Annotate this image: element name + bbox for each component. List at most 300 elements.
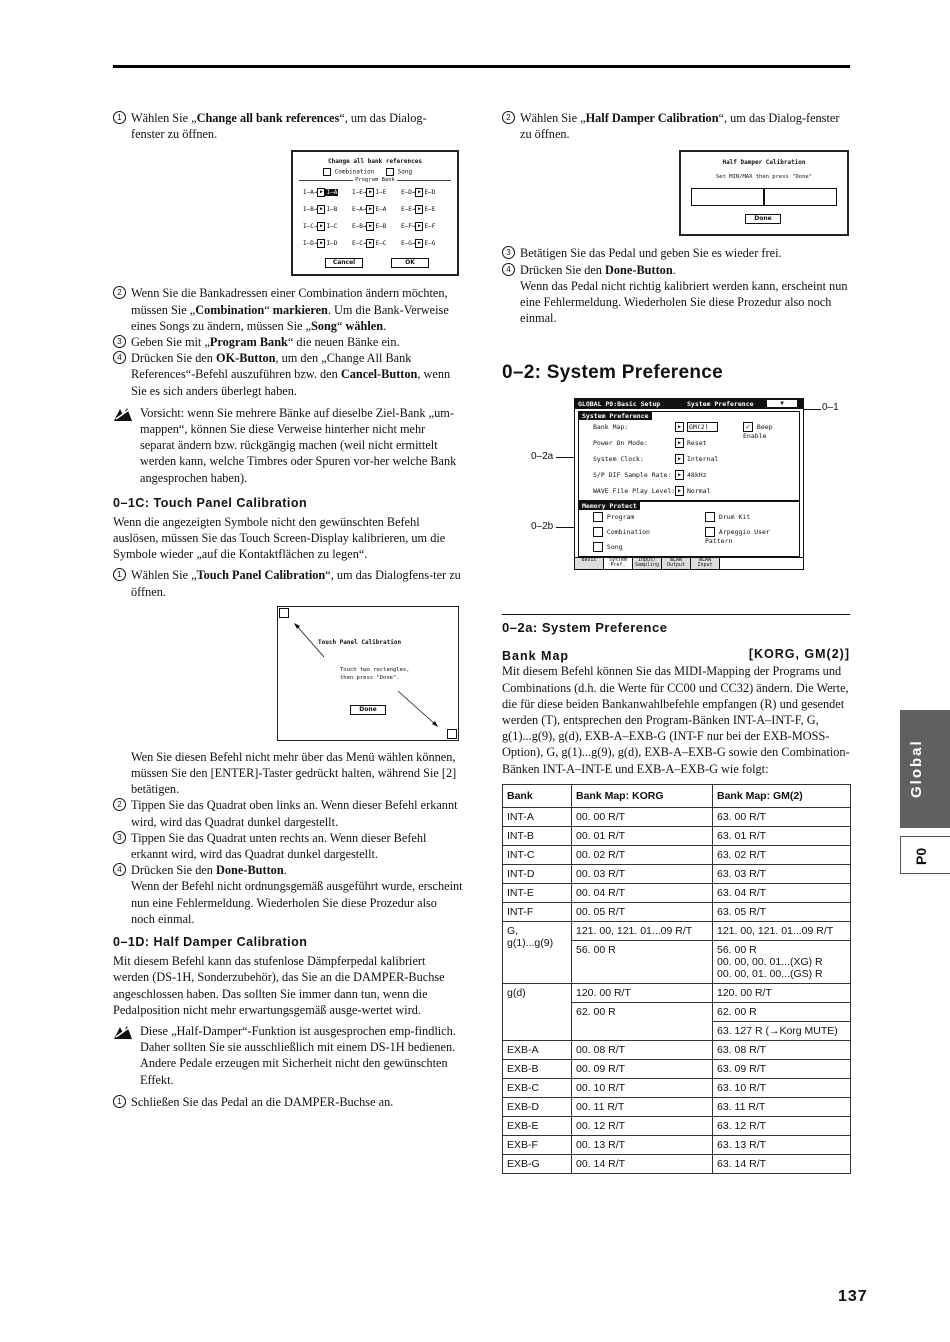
popup-button[interactable]: ▶ (415, 222, 423, 231)
table-cell: 62. 00 R (572, 1002, 713, 1040)
program-bank-group (299, 177, 451, 187)
cancel-button[interactable]: Cancel (325, 258, 363, 268)
section-tab-global (900, 710, 950, 828)
preference-row (593, 438, 707, 448)
diagonal-arrows-icon (278, 607, 458, 740)
tab-label: Global (908, 739, 925, 798)
table-cell: 121. 00, 121. 01...09 R/T (713, 921, 851, 940)
text: Wenn Sie die Bankadressen einer Combination ändern möchten, müssen Sie „ (131, 286, 448, 317)
step-touch-1 (113, 567, 463, 599)
step-touch-3 (113, 830, 463, 862)
step-touch-4 (113, 862, 463, 927)
source-bank: E–E (401, 206, 412, 214)
popup-button[interactable]: ▶ (675, 438, 684, 448)
table-row (503, 864, 851, 883)
table-cell: 63. 10 R/T (713, 1078, 851, 1097)
bank-mapping (401, 188, 450, 197)
bold-text: OK-Button (216, 351, 276, 366)
checkbox (593, 512, 603, 522)
bold-text: Combination (195, 302, 265, 317)
dialog-title: Touch Panel Calibration (318, 638, 402, 646)
step-number-1: 1 (113, 111, 126, 124)
touch-intro: Wenn die angezeigten Symbole nicht den gewünschten Befehl auslösen, müssen Sie das Touch Screen-Display kalibrieren, um die Symbole wieder „auf die Kontaktflächen zu legen“. (113, 514, 446, 562)
max-field (763, 188, 837, 206)
table-row (503, 983, 851, 1002)
source-bank: E–F (401, 223, 412, 231)
step-touch-2 (113, 797, 463, 829)
mp-arpeggio[interactable] (705, 527, 799, 545)
ok-button[interactable]: OK (391, 258, 429, 268)
step-number-2: 2 (502, 111, 515, 124)
source-bank: E–B (352, 223, 363, 231)
target-bank[interactable]: E–E (424, 206, 436, 214)
label: Arpeggio User Pattern (705, 528, 770, 546)
header-left: GLOBAL P0:Basic Setup (578, 400, 661, 409)
preference-value[interactable]: Internal (687, 455, 719, 464)
popup-button[interactable]: ▶ (317, 222, 325, 231)
table-cell: EXB-C (503, 1078, 572, 1097)
text: “ (264, 302, 273, 317)
popup-button[interactable]: ▶ (415, 188, 423, 197)
table-cell: 63. 08 R/T (713, 1040, 851, 1059)
table-row (503, 902, 851, 921)
table-cell: EXB-F (503, 1135, 572, 1154)
dialog-line1: Touch two rectangles, (340, 666, 410, 673)
preference-label: S/P DIF Sample Rate: (593, 471, 672, 480)
table-cell: 63. 127 R (→Korg MUTE) (713, 1021, 851, 1040)
step-damper-2 (502, 110, 850, 142)
table-row (503, 845, 851, 864)
table-cell: INT-E (503, 883, 572, 902)
text: . (383, 318, 387, 333)
bank-mapping (401, 205, 450, 214)
text: , wenn Sie es sich anders überlegt haben. (131, 367, 451, 398)
table-cell: INT-A (503, 807, 572, 826)
arrow-icon: → (411, 223, 416, 231)
popup-button[interactable]: ▶ (366, 205, 374, 214)
bank-mapping (303, 239, 352, 248)
label: Program (606, 513, 635, 522)
table-cell: 63. 11 R/T (713, 1097, 851, 1116)
group-title: System Preference (579, 412, 652, 420)
source-bank: E–A (352, 206, 363, 214)
text: Drücken Sie den (131, 863, 217, 878)
cell-line: 00. 00, 01. 00...(GS) R (717, 967, 823, 980)
table-row (503, 1116, 851, 1135)
popup-button[interactable]: ▶ (366, 188, 374, 197)
preference-value[interactable]: 48kHz (687, 471, 707, 480)
popup-button[interactable]: ▶ (366, 222, 374, 231)
source-bank: I–C (303, 223, 314, 231)
screen-tabs (575, 557, 803, 570)
label: Drum Kit (718, 513, 751, 522)
arrow-icon: → (313, 189, 318, 197)
table-row (503, 1154, 851, 1173)
text: “ (336, 318, 346, 333)
arrow-icon: → (313, 223, 318, 231)
table-cell: EXB-A (503, 1040, 572, 1059)
table-cell: 63. 05 R/T (713, 902, 851, 921)
arrow-icon: → (313, 240, 318, 248)
step-change-4 (113, 350, 463, 399)
arrow-icon: → (411, 206, 416, 214)
callout-line (556, 457, 574, 458)
bank-mapping (352, 188, 401, 197)
bank-rows (303, 188, 450, 256)
text: Wenn der Befehl nicht ordnungsgemäß ausgeführt wurde, erscheint nun eine Fehlermeldung. Wiederholen Sie diese Prozedur also noch einmal. (131, 879, 463, 926)
arrow-icon: → (411, 189, 416, 197)
table-row (503, 883, 851, 902)
step-number-1: 1 (113, 568, 126, 581)
popup-button[interactable]: ▶ (415, 205, 423, 214)
table-cell: g(d) (503, 983, 572, 1040)
table-cell: 63. 04 R/T (713, 883, 851, 902)
step-change-2 (113, 285, 463, 334)
table-header: Bank Map: GM(2) (713, 784, 851, 807)
table-cell: 63. 01 R/T (713, 826, 851, 845)
source-bank: I–D (303, 240, 314, 248)
table-cell: 00. 02 R/T (572, 845, 713, 864)
table-cell: 00. 11 R/T (572, 1097, 713, 1116)
caution-note (113, 405, 463, 486)
table-cell: INT-C (503, 845, 572, 864)
preference-row (593, 454, 718, 464)
caution-pencil-icon (113, 1024, 133, 1040)
target-bank[interactable]: I–C (326, 223, 338, 231)
system-preference-screen (574, 398, 804, 570)
target-bank[interactable]: E–B (375, 223, 387, 231)
callout-0-2a: 0–2a (531, 451, 554, 463)
screen-tab[interactable]: Basic (575, 558, 604, 569)
popup-button[interactable]: ▶ (675, 454, 684, 464)
bold-text: Done-Button (605, 262, 673, 277)
damper-note (113, 1023, 463, 1088)
arrow-icon: → (362, 223, 367, 231)
table-cell (713, 940, 851, 983)
screen-tab[interactable]: Input/ Sampling (633, 558, 662, 569)
bank-row (303, 205, 450, 222)
callout-line (556, 527, 574, 528)
target-bank[interactable]: E–D (424, 189, 436, 197)
target-bank[interactable]: I–B (326, 206, 338, 214)
checkbox (593, 527, 603, 537)
preference-value[interactable]: Normal (687, 487, 711, 496)
step-number-1: 1 (113, 1095, 126, 1108)
bold-text: Cancel-Button (340, 367, 418, 382)
table-cell: 63. 09 R/T (713, 1059, 851, 1078)
dialog-line2: then press "Done". (340, 674, 400, 681)
done-button[interactable]: Done (350, 705, 386, 715)
table-cell: 121. 00, 121. 01...09 R/T (572, 921, 713, 940)
text: Geben Sie mit „ (131, 335, 210, 350)
step-damper-4 (502, 262, 850, 327)
target-bank[interactable]: E–C (375, 240, 387, 248)
dialog-title: Half Damper Calibration (722, 159, 806, 167)
screen-header (575, 399, 803, 409)
table-cell: EXB-E (503, 1116, 572, 1135)
bank-row (303, 222, 450, 239)
system-preference-group (578, 411, 800, 501)
screen-tab[interactable]: System Pref. (604, 558, 633, 569)
table-cell: 62. 00 R (713, 1002, 851, 1021)
table-cell: 00. 12 R/T (572, 1116, 713, 1135)
table-cell: 00. 03 R/T (572, 864, 713, 883)
song-checkbox[interactable] (386, 168, 394, 176)
step-number-3: 3 (502, 246, 515, 259)
step-number-2: 2 (113, 798, 126, 811)
checkbox (593, 542, 603, 552)
step-damper-3 (502, 245, 850, 261)
section-heading-touch: 0–1C: Touch Panel Calibration (113, 495, 308, 510)
section-tab-p0 (900, 836, 950, 874)
source-bank: I–A (303, 189, 314, 197)
left-column (113, 110, 463, 1110)
preference-row (593, 470, 707, 480)
table-cell: 120. 00 R/T (572, 983, 713, 1002)
section-heading-damper: 0–1D: Half Damper Calibration (113, 935, 308, 950)
source-bank: E–D (401, 189, 412, 197)
subsection-heading: 0–2a: System Preference (502, 620, 668, 636)
label: Song (606, 543, 623, 552)
preference-row (593, 422, 718, 432)
table-cell: 00. 14 R/T (572, 1154, 713, 1173)
popup-button[interactable]: ▶ (317, 205, 325, 214)
page-menu-icon[interactable]: ▼ (767, 400, 797, 407)
table-cell: 63. 03 R/T (713, 864, 851, 883)
table-cell: INT-D (503, 864, 572, 883)
right-column (502, 110, 850, 1174)
cell-line: 00. 00, 00. 01...(XG) R (717, 955, 823, 968)
bold-text: Half Damper Calibration (585, 111, 719, 125)
arrow-icon: → (362, 206, 367, 214)
arrow-icon: → (411, 240, 416, 248)
group-title: Memory Protect (579, 502, 640, 510)
bold-text: Program Bank (209, 335, 288, 350)
table-cell: 63. 00 R/T (713, 807, 851, 826)
bank-mapping (401, 239, 450, 248)
step-change-3 (113, 334, 463, 350)
section-heading-system-preference: 0–2: System Preference (502, 362, 724, 384)
popup-button[interactable]: ▶ (675, 422, 684, 432)
bold-text: Song (310, 318, 337, 333)
callout-0-1: 0–1 (822, 402, 839, 414)
table-cell: 63. 02 R/T (713, 845, 851, 864)
preference-label: WAVE File Play Level: (593, 487, 676, 496)
table-cell: EXB-D (503, 1097, 572, 1116)
table-row (503, 921, 851, 940)
half-damper-dialog (679, 150, 849, 236)
step-number-3: 3 (113, 335, 126, 348)
bank-mapping (352, 205, 401, 214)
touch-after-text (113, 749, 463, 798)
target-bank[interactable]: I–D (326, 240, 338, 248)
bold-text: Change all bank references (196, 111, 340, 125)
text: . Um die Bank-Verweise eines Songs zu ändern, müssen Sie „ (131, 302, 449, 333)
target-bank[interactable]: E–F (424, 223, 436, 231)
table-cell: 00. 09 R/T (572, 1059, 713, 1078)
page-number: 137 (838, 1288, 868, 1305)
preference-row (593, 486, 710, 496)
note-text: Diese „Half-Damper“-Funktion ist ausgesprochen emp-findlich. Daher sollten Sie sie ausschließlich mit einem DS-1H bedienen. Andere Pedale erzeugen mit Sicherheit nicht den gewünschten Effekt. (140, 1023, 456, 1087)
min-field (691, 188, 765, 206)
popup-button[interactable]: ▶ (675, 486, 684, 496)
text: “, um das Dialog-fenster zu öffnen. (520, 111, 840, 142)
mp-song[interactable] (593, 542, 623, 552)
arrow-icon: → (362, 240, 367, 248)
screen-figure (502, 398, 850, 584)
mp-combination[interactable] (593, 527, 650, 537)
step-damper-1 (113, 1094, 463, 1110)
mp-program[interactable] (593, 512, 634, 522)
dialog-line: Set MIN/MAX then press "Done" (715, 174, 813, 181)
arrow-icon: → (313, 206, 318, 214)
table-cell: INT-B (503, 826, 572, 845)
text: Tippen Sie das Quadrat unten rechts an. Wenn dieser Befehl erkannt wird, wird das Quadrat dunkel dargestellt. (131, 830, 427, 862)
text: Wählen Sie „ (131, 568, 197, 583)
bank-map-table (502, 784, 851, 1174)
text: . (672, 262, 676, 277)
popup-button[interactable]: ▶ (317, 239, 325, 248)
tab-label: P0 (913, 847, 929, 865)
bold-text: Done-Button (216, 863, 284, 878)
text: “ die neuen Bänke ein. (287, 335, 400, 350)
bold-text: wählen (345, 318, 384, 333)
target-bank[interactable]: E–A (375, 206, 387, 214)
text: “, um das Dialog- fenster zu öffnen. (131, 111, 427, 142)
source-bank: E–G (401, 240, 412, 248)
table-header: Bank Map: KORG (572, 784, 713, 807)
table-cell: EXB-B (503, 1059, 572, 1078)
source-bank: I–B (303, 206, 314, 214)
bank-row (303, 188, 450, 205)
table-row (503, 1078, 851, 1097)
text: Drücken Sie den (131, 351, 217, 366)
bank-mapping (401, 222, 450, 231)
table-cell: 00. 10 R/T (572, 1078, 713, 1097)
text: , um den „Change All Bank References“-Befehl auszuführen bzw. den (131, 351, 412, 382)
bank-mapping (352, 239, 401, 248)
table-header-row (503, 784, 851, 807)
table-cell: 63. 14 R/T (713, 1154, 851, 1173)
bold-text: markieren (272, 302, 328, 317)
popup-button[interactable]: ▶ (317, 188, 325, 197)
step-change-1 (113, 110, 463, 142)
bank-map-title: Bank Map (502, 649, 570, 664)
table-cell: 63. 13 R/T (713, 1135, 851, 1154)
step-number-2: 2 (113, 286, 126, 299)
checkbox (705, 512, 715, 522)
target-bank[interactable]: I–A (326, 189, 338, 197)
mp-drum-kit[interactable] (705, 512, 750, 522)
step-number-4: 4 (502, 263, 515, 276)
memory-protect-group (578, 501, 800, 557)
bank-mapping (303, 188, 352, 197)
bank-mapping (303, 205, 352, 214)
dialog-title: Change all bank references (328, 158, 422, 166)
popup-button[interactable]: ▶ (366, 239, 374, 248)
table-cell: 00. 00 R/T (572, 807, 713, 826)
table-cell: INT-F (503, 902, 572, 921)
table-row (503, 1135, 851, 1154)
popup-button[interactable]: ▶ (675, 470, 684, 480)
bank-row (303, 239, 450, 256)
done-button[interactable]: Done (745, 214, 781, 224)
step-number-4: 4 (113, 863, 126, 876)
checkbox (705, 527, 715, 537)
table-cell: 63. 12 R/T (713, 1116, 851, 1135)
beep-enable[interactable] (743, 422, 799, 440)
caution-text: Vorsicht: wenn Sie mehrere Bänke auf dieselbe Ziel-Bank „um-mappen“, können Sie diese Verweise hinterher nicht mehr separat ändern bzw. rückgängig machen (weil nicht ermittelt werden kann, welche Timbres oder Spuren vor-her welche Bank angesprochen haben). (140, 405, 457, 485)
table-row (503, 1040, 851, 1059)
text: Wenn das Pedal nicht richtig kalibriert werden kann, erscheint nun eine Fehlermeldung. Wiederholen Sie diese Prozedur also noch einmal. (520, 278, 848, 326)
damper-intro: Mit diesem Befehl kann das stufenlose Dämpferpedal kalibriert werden (DS-1H, Sonderzubehör), das Sie an die DAMPER-Buchse angeschlossen haben. Das sollten Sie immer dann tun, wenn die Pedalposition nicht mehr erwartungsgemäß ausge-wertet wird. (113, 954, 445, 1017)
preference-label: Power On Mode: (593, 439, 648, 448)
bank-map-heading (502, 647, 850, 663)
target-bank[interactable]: I–E (375, 189, 387, 197)
check-icon: ✓ (743, 422, 753, 432)
preference-label: System Clock: (593, 455, 644, 464)
table-cell: 00. 08 R/T (572, 1040, 713, 1059)
table-cell: 00. 01 R/T (572, 826, 713, 845)
text: Betätigen Sie das Pedal und geben Sie es wieder frei. (520, 246, 782, 261)
arrow-icon: → (362, 189, 367, 197)
table-header: Bank (503, 784, 572, 807)
preference-value[interactable]: GM(2) (687, 422, 718, 432)
table-cell: 00. 13 R/T (572, 1135, 713, 1154)
bank-mapping (352, 222, 401, 231)
text: “, um das Dialogfens-ter zu öffnen. (131, 568, 461, 599)
group-label: Program Bank (355, 177, 395, 184)
target-bank[interactable]: E–G (424, 240, 436, 248)
preference-label: Bank Map: (593, 423, 629, 432)
table-row (503, 1097, 851, 1116)
text: Wählen Sie „ (131, 111, 197, 125)
table-cell: G, g(1)...g(9) (503, 921, 572, 983)
text: Schließen Sie das Pedal an die DAMPER-Buchse an. (131, 1094, 394, 1109)
table-row (503, 1059, 851, 1078)
combination-label: Combination (334, 168, 375, 176)
bank-map-range: [KORG, GM(2)] (748, 647, 850, 662)
label: Combination (606, 528, 650, 537)
text: Wählen Sie „ (520, 111, 586, 125)
text: . (283, 863, 287, 878)
beep-label: Beep Enable (743, 423, 773, 441)
combination-checkbox[interactable] (323, 168, 331, 176)
table-cell: 120. 00 R/T (713, 983, 851, 1002)
header-right: System Preference (687, 400, 754, 409)
screen-tab[interactable]: mLAN Output (662, 558, 691, 569)
step-number-3: 3 (113, 831, 126, 844)
song-label: Song (397, 168, 413, 176)
screen-tab[interactable]: mLAN Input (691, 558, 720, 569)
touch-calibration-dialog (277, 606, 459, 741)
table-cell: 00. 05 R/T (572, 902, 713, 921)
table-row (503, 826, 851, 845)
table-cell: EXB-G (503, 1154, 572, 1173)
text: Tippen Sie das Quadrat oben links an. Wenn dieser Befehl erkannt wird, wird das Quadrat dunkel dargestellt. (131, 798, 458, 829)
cell-line: 56. 00 R (717, 943, 757, 956)
preference-value[interactable]: Reset (687, 439, 707, 448)
table-cell: 56. 00 R (572, 940, 713, 983)
bank-map-text: Mit diesem Befehl können Sie das MIDI-Mapping der Programs und Combinations (d.h. die Werte für CC00 und CC32) ändern. Die Werte, die für diese beiden Bankanwahlbefehle empfangen (R) und gesendet werden (T), entsprechen den Program-Bänken INT-A–INT-F, G, g(1)...g(9), g(d), EXB-A–EXB-G (INT-F nur bei der EXB-MOSS-Option), G, g(1)...g(9), g(d), EXB-A–EXB-G sowie den Combination-Bänken INT-A–INT-E und EXB-A–EXB-G wie folgt: (502, 664, 850, 776)
top-rule (113, 65, 850, 68)
bank-mapping (303, 222, 352, 231)
checkbox-row (323, 168, 412, 176)
source-bank: E–C (352, 240, 363, 248)
table-cell: 00. 04 R/T (572, 883, 713, 902)
step-number-4: 4 (113, 351, 126, 364)
popup-button[interactable]: ▶ (415, 239, 423, 248)
